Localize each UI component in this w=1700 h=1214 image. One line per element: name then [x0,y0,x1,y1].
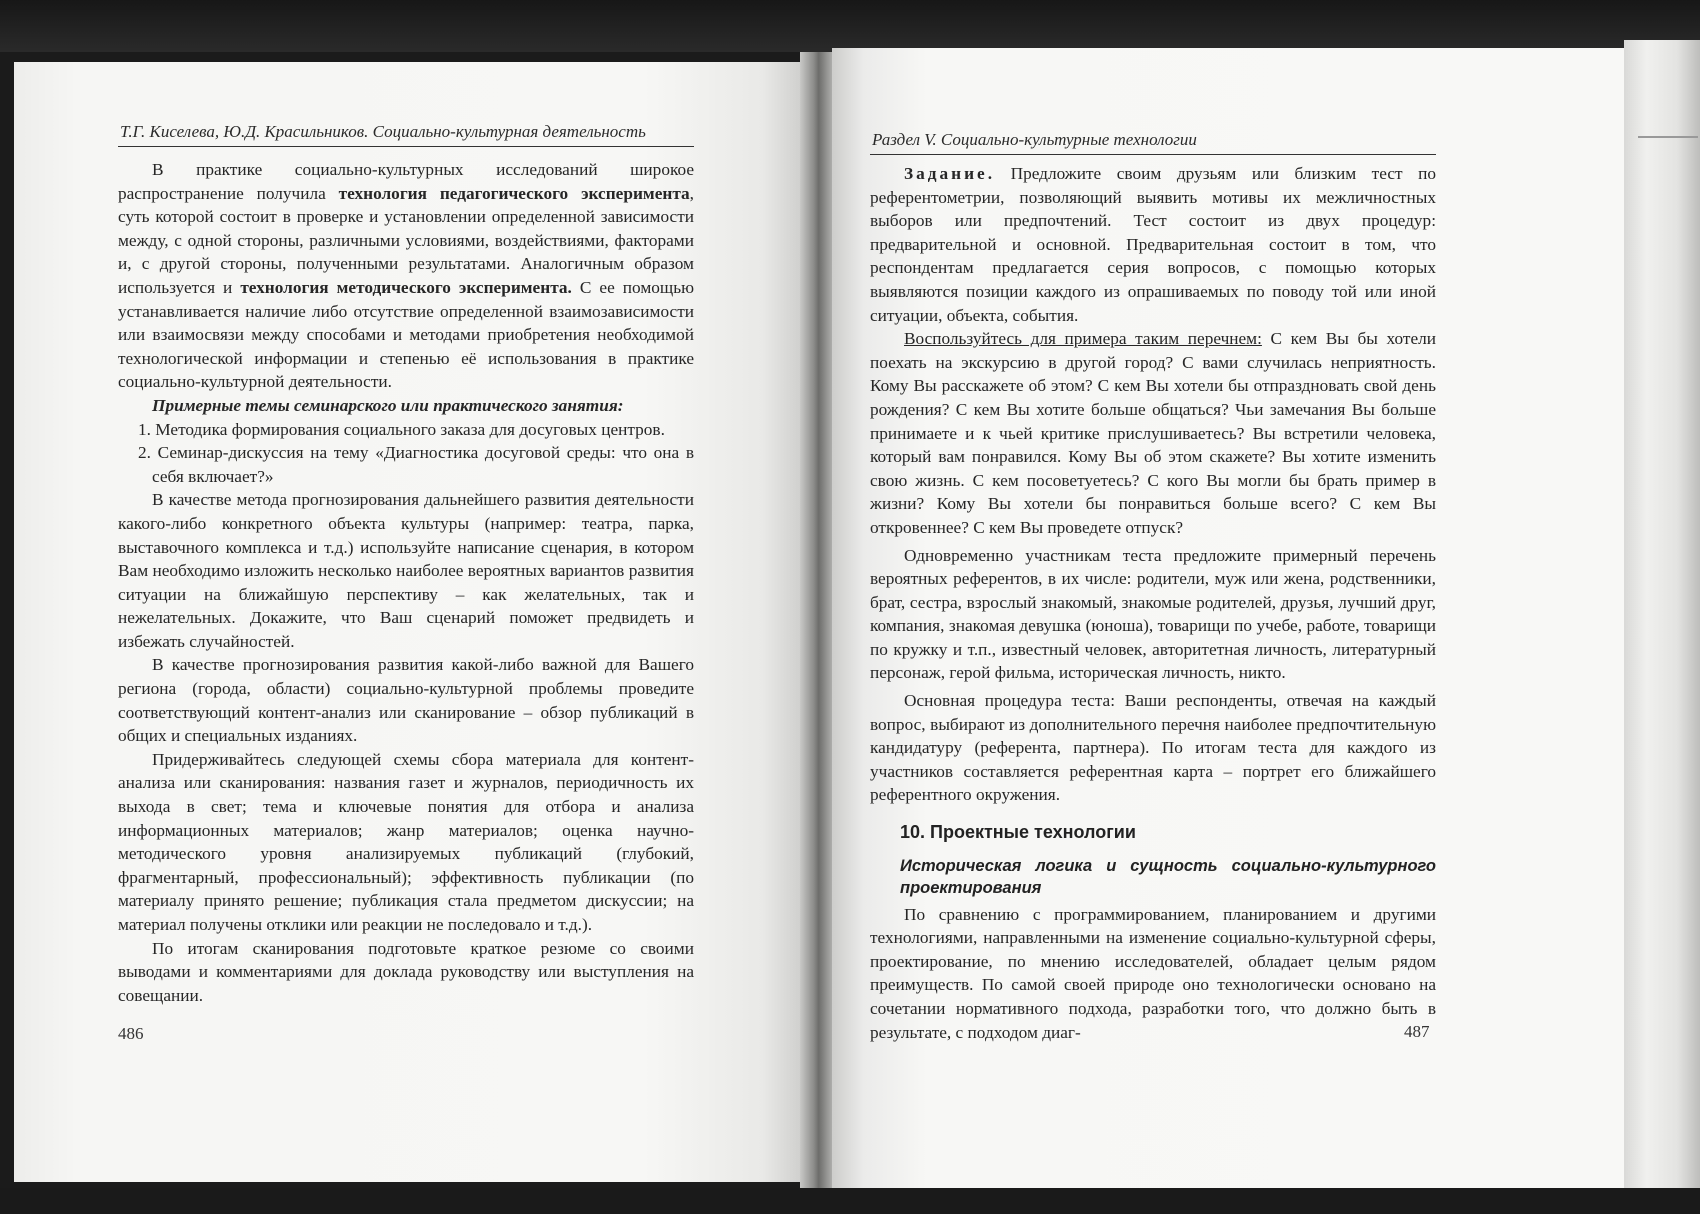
list-item: 1. Методика формирования социального заказа для досуговых центров. [138,419,665,439]
left-paragraph-1 [118,158,694,394]
section-subheading: Историческая логика и сущность социально-культурного проектирования [900,856,1436,897]
paragraph-text: С ее помощью устанавливается наличие либо отсутствие определенной взаимозависимости или взаимосвязи между способами и методами приобретения необходимой технологической информации и степенью её использования в практике социально-культурной деятельности. [118,277,695,392]
adjacent-page-edge [1624,40,1700,1188]
paragraph-text: С кем Вы бы хотели поехать на экскурсию в другой город? С вами случилась неприятность. Кому Вы расскажете об этом? С кем Вы хотели бы отпраздновать свой день рождения? С кем Вы хотите больше общаться? Чьи замечания Вы больше принимаете и к чьей критике прислушиваетесь? Вы встретили человека, который вам понравился. Кому Вы об этом скажете? Вы хотите изменить свою жизнь. С кем посоветуетесь? С кого Вы могли бы брать пример в жизни? Кому Вы хотели бы понравиться больше всего? С кем Вы откровеннее? С кем Вы проведете отпуск? [870,329,1436,537]
scanner-top-edge [0,0,1700,52]
left-paragraph-4: Придерживайтесь следующей схемы сбора материала для контент-анализа или сканирования: названия газет и журналов, периодичность их выхода в свет; тема и ключевые понятия для отбора и анализа информационных материалов; жанр материалов; оценка научно-методического уровня анализируемых публикаций (глубокий, фрагментарный, профессиональный); эффективность публикации (по материалу принято решение; публикация стала предметом дискуссии; на материал получены отклики или реакции не последовало и т.д.). [118,749,694,934]
left-text-block [118,158,694,1007]
bold-term: технология педагогического эксперимента [338,183,690,203]
scanner-bottom-edge [0,1188,1700,1214]
left-page-number: 486 [118,1024,144,1043]
list-item: 2. Семинар-дискуссия на тему «Диагностика досуговой среды: что она в себя включает?» [138,443,694,486]
final-paragraph: По сравнению с программированием, планированием и другими технологиями, направленными на изменение социально-культурной сферы, проектирование, по мнению исследователей, обладает целым рядом преимуществ. По самой своей природе оно технологически основано на сочетании нормативного подхода, разработки того, что должно быть в результате, с подходом диаг- [870,904,1436,1042]
paragraph-text: , суть которой состоит в проверке и установлении определенной зависимости между, с одной стороны, различными условиями, воздействиями, факторами и, с другой стороны, полученными результатами. Аналогичным образом используется и [118,183,694,297]
edge-rule [1638,136,1698,138]
paragraph-text: В практике социально-культурных исследований широкое распространение получила [118,160,694,203]
left-paragraph-3: В качестве прогнозирования развития какой-либо важной для Вашего региона (города, области) социально-культурной проблемы проведите соответствующий контент-анализ или сканирование – обзор публикаций в общих и специальных изданиях. [118,655,694,746]
topics-heading: Примерные темы семинарского или практического занятия: [152,395,624,415]
right-page-number: 487 [1404,1022,1430,1041]
topics-list [118,418,694,489]
section-heading: 10. Проектные технологии [900,822,1136,843]
main-procedure-paragraph: Основная процедура теста: Ваши респонденты, отвечая на каждый вопрос, выбирают из дополнительного перечня наиболее предпочтительную кандидатуру (референта, партнера). По итогам теста для каждого из участников составляется референтная карта – портрет его ближайшего референтного окружения. [870,691,1436,805]
right-head-rule [870,154,1436,155]
example-label: Воспользуйтесь для примера таким перечнем: [904,329,1262,349]
task-label: Задание. [904,164,996,183]
task-paragraph [870,162,1436,327]
left-paragraph-5: По итогам сканирования подготовьте краткое резюме со своими выводами и комментариями для доклада руководству или выступления на совещании. [118,938,694,1005]
left-paragraph-2: В качестве метода прогнозирования дальнейшего развития деятельности какого-либо конкретного объекта культуры (например: театра, парка, выставочного комплекса и т.д.) используйте написание сценария, в котором Вам необходимо изложить несколько наиболее вероятных вариантов развития ситуации на ближайшую перспективу – как желательных, так и нежелательных. Докажите, что Ваш сценарий поможет предвидеть и избежать случайностей. [118,490,694,651]
book-gutter [800,52,834,1188]
left-head-rule [118,146,694,147]
referents-paragraph: Одновременно участникам теста предложите примерный перечень вероятных референтов, в их числе: родители, муж или жена, родственники, брат, сестра, взрослый знакомый, знакомые родителей, друзья, лучший друг, компания, знакомая девушка (юноша), товарищи по учебе, работе, товарищи по кружку и т.п., известный человек, авторитетная личность, литературный персонаж, герой фильма, историческая личность, никто. [870,545,1436,683]
left-page [14,62,802,1182]
right-page [832,48,1624,1188]
example-paragraph [870,327,1436,539]
bold-term: технология методического эксперимента. [240,277,572,297]
right-running-head: Раздел V. Социально-культурные технологии [872,130,1197,149]
left-running-head: Т.Г. Киселева, Ю.Д. Красильников. Социально-культурная деятельность [120,122,646,141]
paragraph-text: Предложите своим друзьям или близким тест по референтометрии, позволяющий выявить мотивы их межличностных выборов или предпочтений. Тест состоит из двух процедур: предварительной и основной. Предварительная состоит в том, что респондентам предлагается серия вопросов, с помощью которых выявляются позиции каждого из опрашиваемых по поводу той или иной ситуации, объекта, события. [870,164,1436,325]
right-text-block [870,162,1436,1044]
